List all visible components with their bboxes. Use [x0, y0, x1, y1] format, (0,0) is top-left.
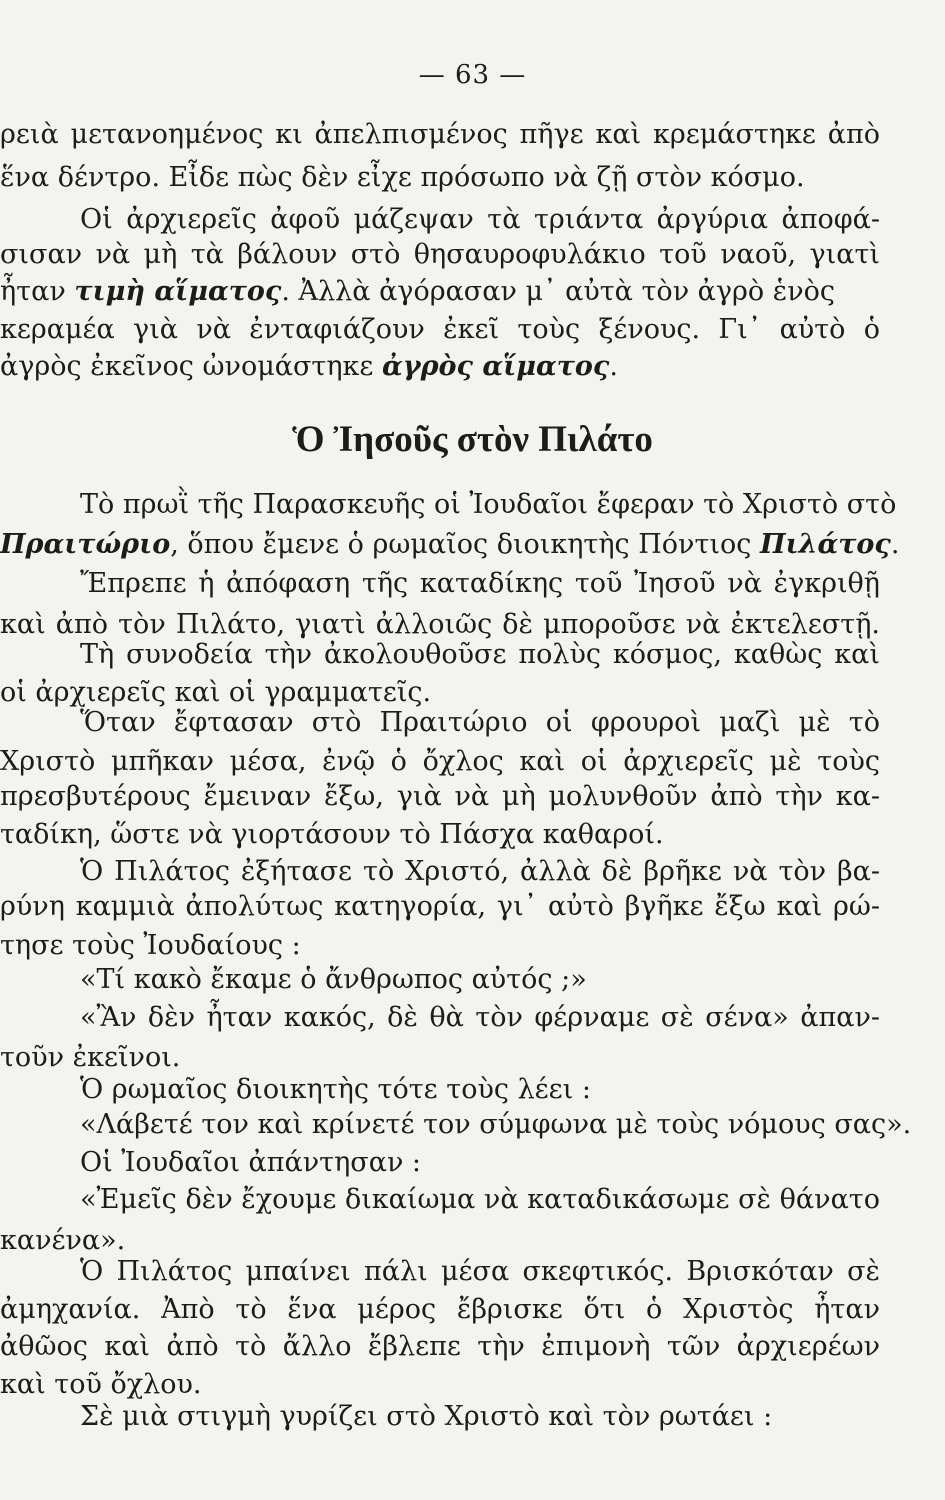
text-line: καὶ τοῦ ὄχλου. — [0, 1369, 202, 1400]
emphasis-text: Πιλάτος — [759, 529, 891, 560]
text-line: ἀμηχανία. Ἀπὸ τὸ ἕνα μέρος ἔβρισκε ὅτι ὁ Χριστὸς ἦταν — [0, 1294, 880, 1325]
text-span: . Ἀλλὰ ἀγόρασαν μ᾽ αὐτὰ τὸν ἀγρὸ ἑνὸς — [281, 276, 836, 307]
text-line — [0, 275, 880, 309]
text-line: τησε τοὺς Ἰουδαίους : — [0, 930, 301, 961]
text-span: , ὅπου ἔμενε ὁ ρωμαῖος διοικητὴς Πόντιος — [170, 529, 760, 560]
text-line: Ἔπρεπε ἡ ἀπόφαση τῆς καταδίκης τοῦ Ἰησοῦ νὰ ἐγκριθῇ — [80, 568, 880, 599]
text-line: οἱ ἀρχιερεῖς καὶ οἱ γραμματεῖς. — [0, 677, 432, 708]
text-line: πρεσβυτέρους ἔμειναν ἔξω, γιὰ νὰ μὴ μολυνθοῦν ἀπὸ τὴν κα- — [0, 781, 880, 812]
text-line: Σὲ μιὰ στιγμὴ γυρίζει στὸ Χριστὸ καὶ τὸν ρωτάει : — [80, 1401, 773, 1432]
text-line: ρύνη καμμιὰ ἀπολύτως κατηγορία, γι᾽ αὐτὸ βγῆκε ἔξω καὶ ρώ- — [0, 891, 880, 922]
text-line: «Λάβετέ τον καὶ κρίνετέ τον σύμφωνα μὲ τοὺς νόμους σας». — [80, 1109, 912, 1140]
text-line: καὶ ἀπὸ τὸν Πιλάτο, γιατὶ ἀλλοιῶς δὲ μποροῦσε νὰ ἐκτελεστῇ. — [0, 609, 880, 640]
text-line — [0, 350, 880, 384]
text-line: κανένα». — [0, 1225, 126, 1256]
text-line: τοῦν ἐκεῖνοι. — [0, 1042, 181, 1073]
text-line — [0, 528, 900, 562]
page-number: — 63 — — [418, 60, 527, 90]
text-line: Ὅταν ἔφτασαν στὸ Πραιτώριο οἱ φρουροὶ μαζὶ μὲ τὸ — [80, 707, 880, 738]
text-line: Ὁ ρωμαῖος διοικητὴς τότε τοὺς λέει : — [80, 1074, 591, 1105]
text-line: Οἱ ἀρχιερεῖς ἀφοῦ μάζεψαν τὰ τριάντα ἀργύρια ἀποφά- — [80, 204, 880, 235]
text-line: «Ἐμεῖς δὲν ἔχουμε δικαίωμα νὰ καταδικάσωμε σὲ θάνατο — [80, 1184, 880, 1215]
text-line: ταδίκη, ὥστε νὰ γιορτάσουν τὸ Πάσχα καθαροί. — [0, 819, 664, 850]
text-span: . — [609, 351, 618, 382]
text-line: ρειὰ μετανοημένος κι ἀπελπισμένος πῆγε καὶ κρεμάστηκε ἀπὸ — [0, 119, 880, 150]
text-line: «Τί κακὸ ἔκαμε ὁ ἄνθρωπος αὐτός ;» — [80, 964, 587, 995]
text-span: ἀγρὸς ἐκεῖνος ὠνομάστηκε — [0, 351, 382, 382]
section-heading: Ὁ Ἰησοῦς στὸν Πιλάτο — [292, 419, 653, 460]
text-line: κεραμέα γιὰ νὰ ἐνταφιάζουν ἐκεῖ τοὺς ξένους. Γι᾽ αὐτὸ ὁ — [0, 314, 880, 345]
text-line: Ὁ Πιλάτος μπαίνει πάλι μέσα σκεφτικός. Βρισκόταν σὲ — [80, 1256, 880, 1287]
text-line: Ὁ Πιλάτος ἐξήτασε τὸ Χριστό, ἀλλὰ δὲ βρῆκε νὰ τὸν βα- — [80, 856, 880, 887]
text-line: Τὴ συνοδεία τὴν ἀκολουθοῦσε πολὺς κόσμος, καθὼς καὶ — [80, 639, 880, 670]
text-line: Τὸ πρωῒ τῆς Παρασκευῆς οἱ Ἰουδαῖοι ἔφεραν τὸ Χριστὸ στὸ — [80, 489, 897, 520]
text-line: «Ἂν δὲν ἦταν κακός, δὲ θὰ τὸν φέρναμε σὲ σένα» ἀπαν- — [80, 1002, 880, 1033]
text-line: ἀθῶος καὶ ἀπὸ τὸ ἄλλο ἔβλεπε τὴν ἐπιμονὴ τῶν ἀρχιερέων — [0, 1331, 880, 1362]
text-span: ἦταν — [0, 276, 75, 307]
text-line: σισαν νὰ μὴ τὰ βάλουν στὸ θησαυροφυλάκιο τοῦ ναοῦ, γιατὶ — [0, 239, 880, 270]
emphasis-text: Πραιτώριο — [0, 529, 171, 560]
text-span: . — [890, 529, 900, 560]
text-line: ἕνα δέντρο. Εἶδε πὼς δὲν εἶχε πρόσωπο νὰ ζῇ στὸν κόσμο. — [0, 162, 805, 193]
text-line: Οἱ Ἰουδαῖοι ἀπάντησαν : — [80, 1147, 422, 1178]
text-line: Χριστὸ μπῆκαν μέσα, ἐνῷ ὁ ὄχλος καὶ οἱ ἀρχιερεῖς μὲ τοὺς — [0, 746, 880, 777]
emphasis-text: τιμὴ αἵματος — [74, 276, 282, 307]
emphasis-text: ἀγρὸς αἵματος — [381, 351, 610, 382]
